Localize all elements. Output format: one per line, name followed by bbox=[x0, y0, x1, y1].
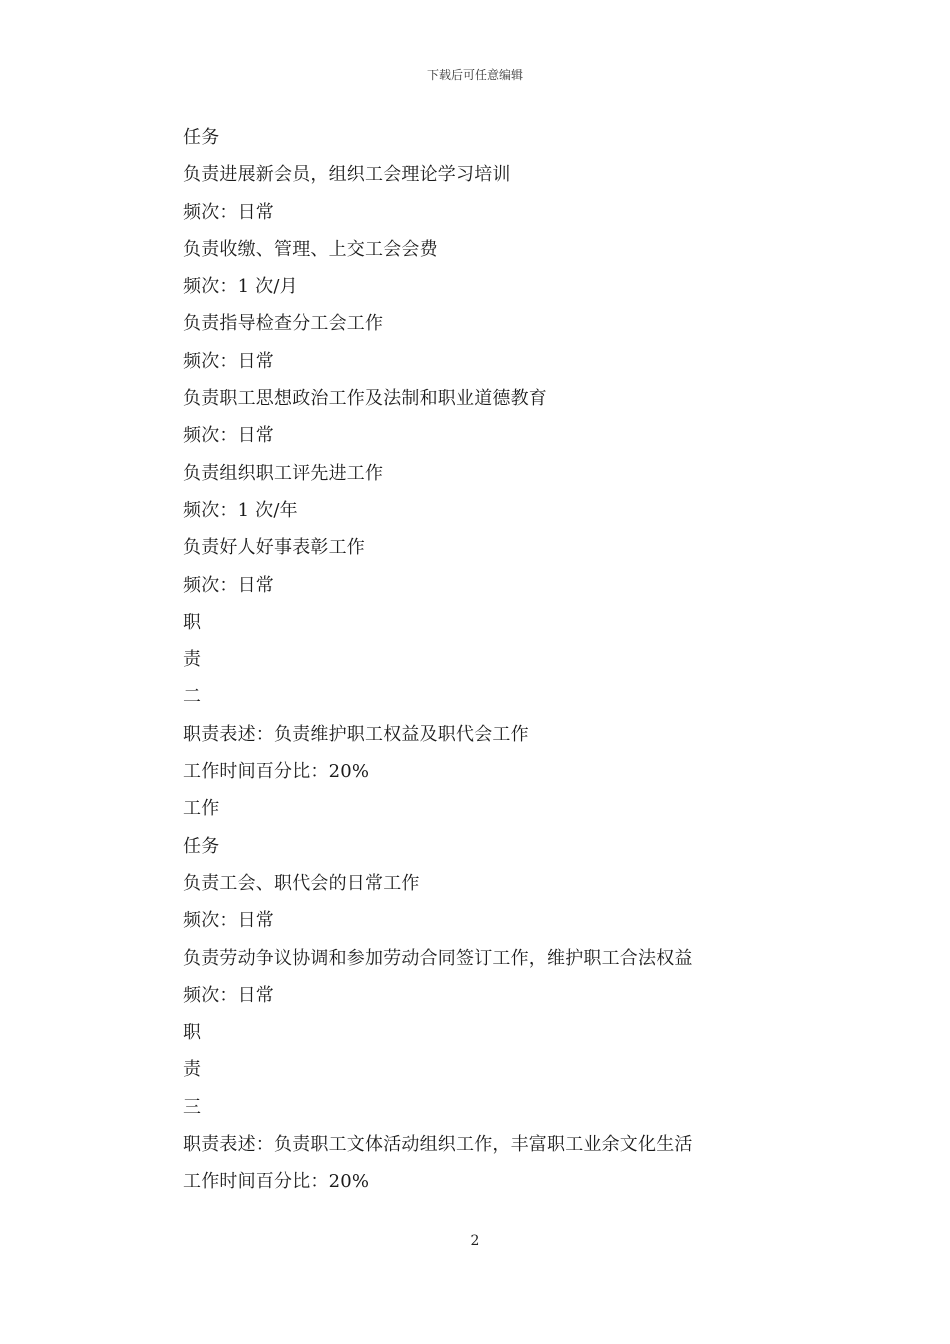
text-line: 职责表述：负责维护职工权益及职代会工作 bbox=[183, 723, 529, 745]
text-line: 频次：1 次/年 bbox=[183, 499, 298, 521]
text-line: 频次：日常 bbox=[183, 425, 274, 447]
text-line: 频次：日常 bbox=[183, 984, 274, 1006]
text-line: 三 bbox=[183, 1096, 202, 1118]
page-number: 2 bbox=[470, 1233, 480, 1249]
text-line: 二 bbox=[183, 686, 202, 708]
text-line: 频次：日常 bbox=[183, 574, 274, 596]
text-line: 负责劳动争议协调和参加劳动合同签订工作，维护职工合法权益 bbox=[183, 947, 693, 969]
text-line: 职 bbox=[183, 611, 202, 633]
text-line: 职责表述：负责职工文体活动组织工作，丰富职工业余文化生活 bbox=[183, 1134, 693, 1156]
text-line: 职 bbox=[183, 1022, 202, 1044]
text-line: 负责职工思想政治工作及法制和职业道德教育 bbox=[183, 388, 547, 410]
text-line: 频次：日常 bbox=[183, 201, 274, 223]
header-note: 下载后可任意编辑 bbox=[426, 68, 523, 82]
text-line: 工作 bbox=[183, 798, 220, 820]
text-line: 任务 bbox=[183, 835, 220, 857]
text-line: 责 bbox=[183, 1059, 202, 1081]
text-line: 负责收缴、管理、上交工会会费 bbox=[183, 238, 438, 260]
text-line: 负责组织职工评先进工作 bbox=[183, 462, 384, 484]
text-line: 频次：1 次/月 bbox=[183, 276, 298, 298]
text-line: 工作时间百分比：20% bbox=[183, 761, 370, 783]
text-line: 任务 bbox=[183, 127, 220, 148]
text-line: 负责好人好事表彰工作 bbox=[183, 537, 365, 559]
text-line: 频次：日常 bbox=[183, 910, 274, 932]
text-line: 负责进展新会员，组织工会理论学习培训 bbox=[183, 164, 511, 186]
text-line: 负责工会、职代会的日常工作 bbox=[183, 872, 420, 894]
text-line: 负责指导检查分工会工作 bbox=[183, 313, 384, 335]
text-line: 工作时间百分比：20% bbox=[183, 1171, 370, 1193]
text-line: 频次：日常 bbox=[183, 350, 274, 372]
text-line: 责 bbox=[183, 649, 202, 671]
document-body bbox=[183, 124, 803, 1206]
